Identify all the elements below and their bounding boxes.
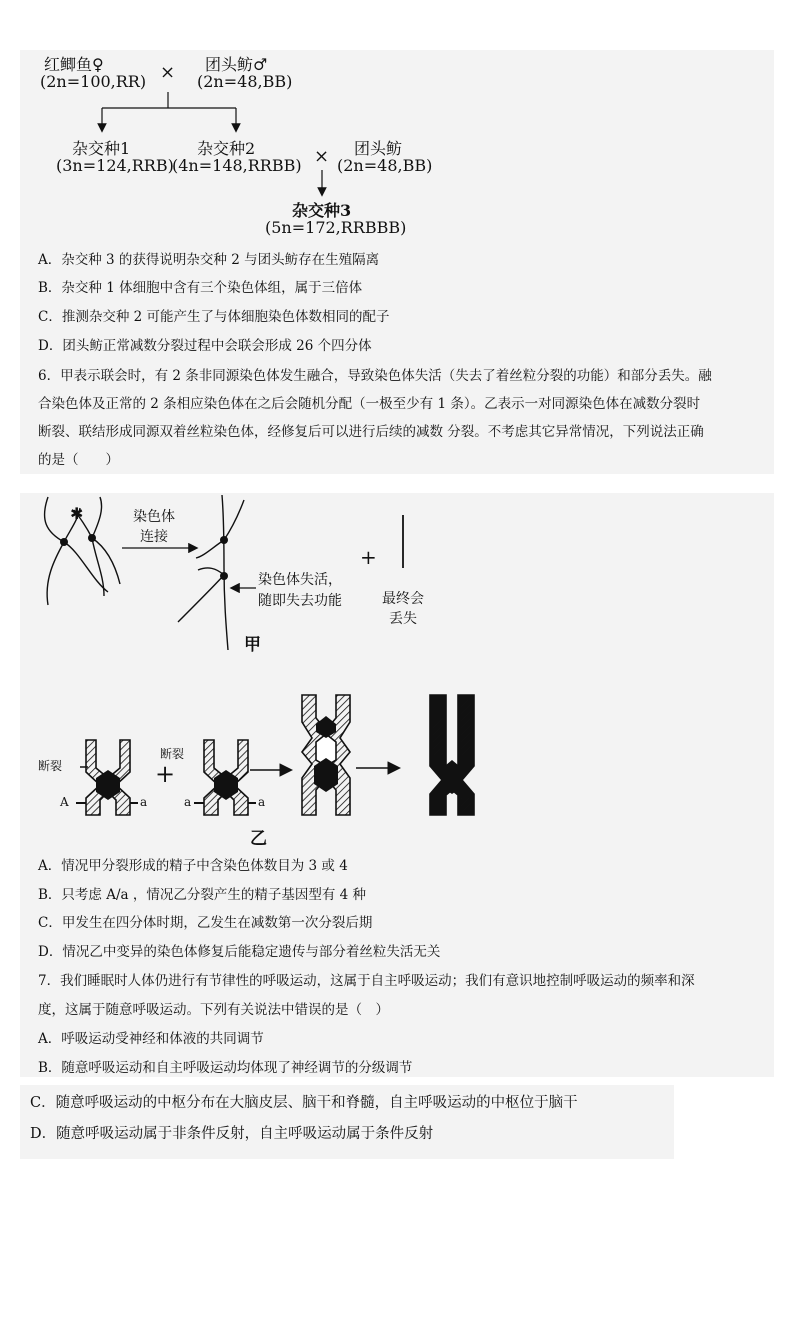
q5-option-a: A．杂交种 3 的获得说明杂交种 2 与团头鲂存在生殖隔离 (38, 252, 380, 268)
q6-stem-line-4: 的是（ ） (38, 452, 119, 468)
q6-option-a: A．情况甲分裂形成的精子中含染色体数目为 3 或 4 (38, 858, 348, 874)
yi-break-label-2: 断裂 (160, 747, 185, 761)
q6-stem-line-1: 6．甲表示联会时，有 2 条非同源染色体发生融合，导致染色体失活（失去了着丝粒分裂的功能）和部分丢失。融 (38, 368, 712, 384)
cross-symbol-2: × (314, 146, 330, 167)
q6-stem-line-3: 断裂、联结形成同源双着丝粒染色体，经修复后可以进行后续的减数 分裂。不考虑其它异常情况，下列说法正确 (38, 424, 704, 440)
hybrid1-info: (3n=124,RRB) (56, 156, 174, 175)
yi-allele-a-3: a (258, 795, 266, 809)
yi-plus: + (155, 760, 176, 788)
parent3-info: (2n=48,BB) (337, 156, 433, 175)
cross-symbol: × (160, 62, 176, 83)
parent3-name: 团头鲂 (354, 139, 403, 158)
jia-label-inactive-1: 染色体失活， (258, 572, 342, 588)
jia-plus: + (360, 545, 377, 569)
jia-label-lost-1: 最终会 (382, 591, 424, 607)
parent1-info: (2n=100,RR) (40, 72, 147, 91)
hybrid1-name: 杂交种1 (72, 139, 131, 158)
yi-allele-A: A (60, 795, 69, 809)
q7-option-d: D．随意呼吸运动属于非条件反射，自主呼吸运动属于条件反射 (30, 1126, 434, 1142)
jia-label-connect-1: 染色体 (133, 509, 175, 525)
q6-option-c: C．甲发生在四分体时期，乙发生在减数第一次分裂后期 (38, 915, 373, 931)
parent1-name: 红鲫鱼♀ (44, 55, 104, 74)
hybrid2-name: 杂交种2 (197, 139, 256, 158)
q5-option-b: B．杂交种 1 体细胞中含有三个染色体组，属于三倍体 (38, 280, 363, 296)
yi-break-label-1: 断裂 (38, 759, 63, 773)
parent2-name: 团头鲂♂ (205, 55, 268, 74)
yi-allele-a-1: a (140, 795, 148, 809)
hybrid3-info: (5n=172,RRBBB) (265, 218, 407, 237)
parent2-info: (2n=48,BB) (197, 72, 293, 91)
jia-label-connect-2: 连接 (140, 529, 168, 545)
q7-stem-line-2: 度，这属于随意呼吸运动。下列有关说法中错误的是（ ） (38, 1002, 389, 1018)
jia-caption: 甲 (244, 635, 261, 655)
q5-option-c: C．推测杂交种 2 可能产生了与体细胞染色体数相同的配子 (38, 309, 390, 325)
q6-option-b: B．只考虑 A/a ，情况乙分裂产生的精子基因型有 4 种 (38, 887, 367, 903)
hybrid2-info: (4n=148,RRBB) (172, 156, 302, 175)
yi-caption: 乙 (250, 829, 267, 849)
q7-option-a: A．呼吸运动受神经和体液的共同调节 (38, 1031, 264, 1047)
q6-stem-line-2: 合染色体及正常的 2 条相应染色体在之后会随机分配（一极至少有 1 条）。乙表示一对同源染色体在减数分裂时 (38, 396, 701, 412)
hybrid3-name: 杂交种3 (292, 201, 352, 220)
q7-option-b: B．随意呼吸运动和自主呼吸运动均体现了神经调节的分级调节 (38, 1060, 413, 1076)
q7-stem-line-1: 7．我们睡眠时人体仍进行有节律性的呼吸运动，这属于自主呼吸运动；我们有意识地控制呼吸运动的频率和深 (38, 973, 695, 989)
jia-label-lost-2: 丢失 (389, 611, 417, 627)
yi-allele-a-2: a (184, 795, 192, 809)
svg-text:✱: ✱ (70, 504, 84, 523)
q7-option-c: C．随意呼吸运动的中枢分布在大脑皮层、脑干和脊髓，自主呼吸运动的中枢位于脑干 (30, 1095, 578, 1111)
q6-option-d: D．情况乙中变异的染色体修复后能稳定遗传与部分着丝粒失活无关 (38, 944, 441, 960)
q5-option-d: D．团头鲂正常减数分裂过程中会联会形成 26 个四分体 (38, 338, 372, 354)
jia-label-inactive-2: 随即失去功能 (258, 593, 342, 609)
